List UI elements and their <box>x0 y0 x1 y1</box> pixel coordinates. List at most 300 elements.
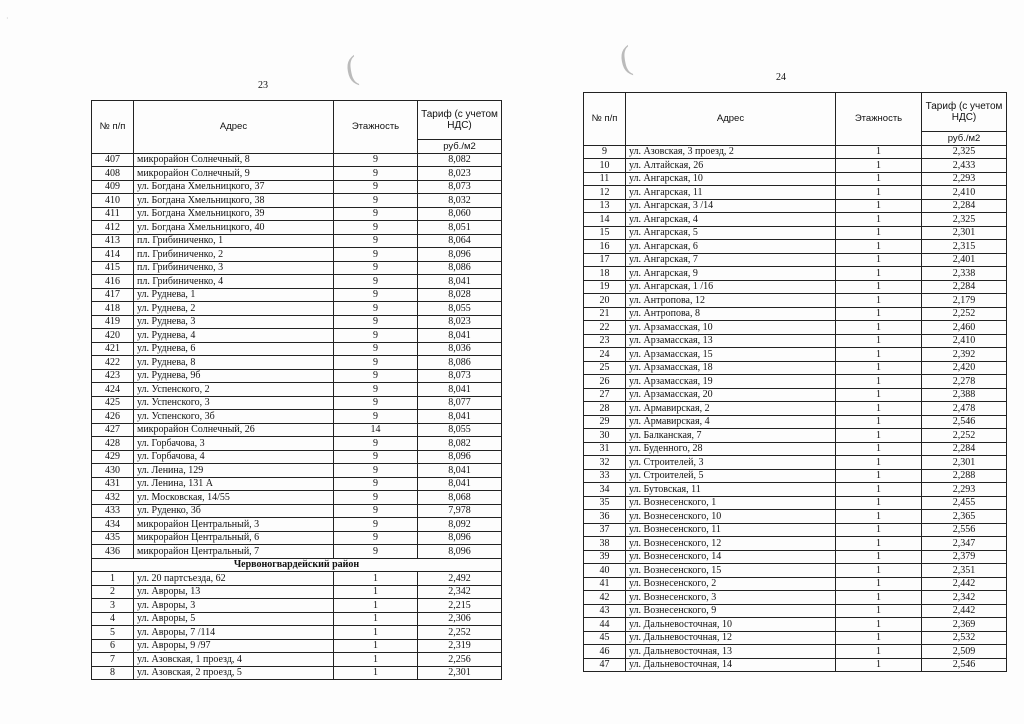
row-number: 6 <box>92 639 134 653</box>
row-address: ул. Ангарская, 4 <box>626 213 836 227</box>
row-address: пл. Грибиниченко, 2 <box>134 248 334 262</box>
row-number: 16 <box>584 240 626 254</box>
table-row <box>584 375 1007 389</box>
table-row <box>584 483 1007 497</box>
row-number: 415 <box>92 261 134 275</box>
row-number: 31 <box>584 442 626 456</box>
row-address: ул. Руднева, 3 <box>134 315 334 329</box>
row-address: ул. Арзамасская, 15 <box>626 348 836 362</box>
row-number: 408 <box>92 167 134 181</box>
row-number: 426 <box>92 410 134 424</box>
row-number: 420 <box>92 329 134 343</box>
tariff-table-left <box>91 100 502 680</box>
row-tariff: 8,077 <box>418 396 502 410</box>
row-address: ул. Дальневосточная, 13 <box>626 645 836 659</box>
row-number: 432 <box>92 491 134 505</box>
row-floors: 1 <box>836 159 922 173</box>
table-row <box>92 423 502 437</box>
table-row <box>92 504 502 518</box>
row-address: ул. Вознесенского, 3 <box>626 591 836 605</box>
row-tariff: 2,256 <box>418 653 502 667</box>
row-tariff: 8,082 <box>418 153 502 167</box>
table-row <box>584 469 1007 483</box>
row-tariff: 8,041 <box>418 329 502 343</box>
row-number: 41 <box>584 577 626 591</box>
row-floors: 1 <box>836 591 922 605</box>
row-floors: 1 <box>836 510 922 524</box>
row-floors: 9 <box>334 234 418 248</box>
row-floors: 1 <box>836 348 922 362</box>
row-tariff: 2,369 <box>922 618 1007 632</box>
header-unit: руб./м2 <box>922 132 1007 146</box>
row-tariff: 8,055 <box>418 302 502 316</box>
row-address: ул. Арзамасская, 19 <box>626 375 836 389</box>
row-tariff: 2,351 <box>922 564 1007 578</box>
row-floors: 1 <box>836 618 922 632</box>
row-tariff: 8,086 <box>418 356 502 370</box>
row-tariff: 8,073 <box>418 369 502 383</box>
table-row <box>92 261 502 275</box>
row-tariff: 2,347 <box>922 537 1007 551</box>
row-floors: 9 <box>334 194 418 208</box>
row-tariff: 2,401 <box>922 253 1007 267</box>
row-tariff: 8,082 <box>418 437 502 451</box>
header-unit: руб./м2 <box>418 140 502 154</box>
row-floors: 9 <box>334 153 418 167</box>
row-number: 24 <box>584 348 626 362</box>
row-number: 3 <box>92 599 134 613</box>
row-address: ул. Вознесенского, 14 <box>626 550 836 564</box>
row-floors: 1 <box>836 604 922 618</box>
table-row <box>92 369 502 383</box>
row-tariff: 2,478 <box>922 402 1007 416</box>
row-address: ул. Азовская, 3 проезд, 2 <box>626 145 836 159</box>
row-number: 38 <box>584 537 626 551</box>
header-num: № п/п <box>584 93 626 146</box>
district-title: Червоногвардейский район <box>92 558 502 572</box>
row-number: 413 <box>92 234 134 248</box>
table-row <box>584 361 1007 375</box>
row-tariff: 2,306 <box>418 612 502 626</box>
row-tariff: 8,036 <box>418 342 502 356</box>
row-address: ул. Армавирская, 4 <box>626 415 836 429</box>
row-floors: 1 <box>836 199 922 213</box>
row-address: ул. Ангарская, 7 <box>626 253 836 267</box>
row-floors: 1 <box>836 307 922 321</box>
row-address: ул. Богдана Хмельницкого, 37 <box>134 180 334 194</box>
row-address: ул. Армавирская, 2 <box>626 402 836 416</box>
row-floors: 9 <box>334 342 418 356</box>
row-floors: 9 <box>334 261 418 275</box>
table-row <box>584 307 1007 321</box>
row-tariff: 8,086 <box>418 261 502 275</box>
row-number: 428 <box>92 437 134 451</box>
row-number: 35 <box>584 496 626 510</box>
row-tariff: 8,064 <box>418 234 502 248</box>
scan-artifact: ( <box>616 39 635 78</box>
row-number: 12 <box>584 186 626 200</box>
row-tariff: 2,460 <box>922 321 1007 335</box>
row-tariff: 2,379 <box>922 550 1007 564</box>
row-address: ул. Ангарская, 3 /14 <box>626 199 836 213</box>
row-number: 30 <box>584 429 626 443</box>
row-address: пл. Грибиниченко, 4 <box>134 275 334 289</box>
row-tariff: 2,546 <box>922 415 1007 429</box>
row-address: ул. Авроры, 13 <box>134 585 334 599</box>
row-floors: 9 <box>334 248 418 262</box>
row-number: 21 <box>584 307 626 321</box>
row-floors: 9 <box>334 302 418 316</box>
row-number: 18 <box>584 267 626 281</box>
table-row <box>92 383 502 397</box>
row-address: пл. Грибиниченко, 1 <box>134 234 334 248</box>
row-number: 407 <box>92 153 134 167</box>
row-tariff: 2,342 <box>418 585 502 599</box>
row-tariff: 8,023 <box>418 167 502 181</box>
header-floors: Этажность <box>334 101 418 154</box>
table-row <box>92 491 502 505</box>
table-row <box>584 280 1007 294</box>
table-row <box>584 523 1007 537</box>
table-row <box>584 172 1007 186</box>
row-address: ул. Горбачова, 4 <box>134 450 334 464</box>
row-floors: 1 <box>836 334 922 348</box>
row-address: ул. Руденко, 3б <box>134 504 334 518</box>
row-number: 40 <box>584 564 626 578</box>
table-row <box>584 550 1007 564</box>
row-number: 8 <box>92 666 134 680</box>
table-row <box>92 639 502 653</box>
row-number: 42 <box>584 591 626 605</box>
row-number: 34 <box>584 483 626 497</box>
row-tariff: 2,301 <box>922 456 1007 470</box>
row-tariff: 2,455 <box>922 496 1007 510</box>
row-floors: 1 <box>334 585 418 599</box>
row-floors: 1 <box>836 537 922 551</box>
row-tariff: 2,365 <box>922 510 1007 524</box>
row-tariff: 8,055 <box>418 423 502 437</box>
row-number: 10 <box>584 159 626 173</box>
row-tariff: 8,096 <box>418 531 502 545</box>
row-address: ул. Антропова, 12 <box>626 294 836 308</box>
row-address: пл. Грибиниченко, 3 <box>134 261 334 275</box>
table-row <box>584 402 1007 416</box>
row-floors: 1 <box>836 321 922 335</box>
row-number: 418 <box>92 302 134 316</box>
table-row <box>584 537 1007 551</box>
row-number: 431 <box>92 477 134 491</box>
row-tariff: 2,252 <box>922 307 1007 321</box>
row-address: ул. Авроры, 5 <box>134 612 334 626</box>
row-floors: 9 <box>334 221 418 235</box>
row-tariff: 8,096 <box>418 248 502 262</box>
row-floors: 9 <box>334 491 418 505</box>
table-row <box>584 348 1007 362</box>
row-floors: 1 <box>836 429 922 443</box>
row-floors: 9 <box>334 531 418 545</box>
row-address: ул. Буденного, 28 <box>626 442 836 456</box>
row-floors: 9 <box>334 275 418 289</box>
row-tariff: 8,041 <box>418 464 502 478</box>
table-row <box>584 267 1007 281</box>
row-tariff: 2,420 <box>922 361 1007 375</box>
row-number: 410 <box>92 194 134 208</box>
table-row <box>584 159 1007 173</box>
row-address: ул. Алтайская, 26 <box>626 159 836 173</box>
row-floors: 9 <box>334 545 418 559</box>
header-address: Адрес <box>134 101 334 154</box>
row-number: 436 <box>92 545 134 559</box>
row-floors: 1 <box>836 645 922 659</box>
row-tariff: 2,492 <box>418 572 502 586</box>
row-floors: 9 <box>334 207 418 221</box>
row-tariff: 8,041 <box>418 383 502 397</box>
table-row <box>92 477 502 491</box>
table-row <box>584 577 1007 591</box>
row-tariff: 2,556 <box>922 523 1007 537</box>
table-row <box>92 207 502 221</box>
table-row <box>92 234 502 248</box>
row-floors: 1 <box>836 442 922 456</box>
row-address: ул. Ленина, 129 <box>134 464 334 478</box>
row-address: ул. Антропова, 8 <box>626 307 836 321</box>
row-address: микрорайон Центральный, 3 <box>134 518 334 532</box>
table-row <box>92 585 502 599</box>
row-tariff: 8,041 <box>418 275 502 289</box>
row-address: ул. Руднева, 6 <box>134 342 334 356</box>
row-number: 44 <box>584 618 626 632</box>
row-floors: 1 <box>836 631 922 645</box>
tariff-table-right <box>583 92 1007 672</box>
row-number: 37 <box>584 523 626 537</box>
row-number: 430 <box>92 464 134 478</box>
row-address: ул. Авроры, 7 /114 <box>134 626 334 640</box>
table-row <box>584 213 1007 227</box>
row-address: ул. Азовская, 1 проезд, 4 <box>134 653 334 667</box>
row-number: 423 <box>92 369 134 383</box>
row-floors: 1 <box>836 213 922 227</box>
row-address: ул. Ангарская, 9 <box>626 267 836 281</box>
row-address: ул. Дальневосточная, 12 <box>626 631 836 645</box>
row-address: ул. Горбачова, 3 <box>134 437 334 451</box>
row-tariff: 2,301 <box>922 226 1007 240</box>
page-number: 23 <box>258 80 268 91</box>
row-address: ул. Дальневосточная, 10 <box>626 618 836 632</box>
row-address: ул. Арзамасская, 13 <box>626 334 836 348</box>
row-number: 2 <box>92 585 134 599</box>
table-row <box>92 194 502 208</box>
row-tariff: 2,284 <box>922 199 1007 213</box>
table-row <box>92 410 502 424</box>
row-tariff: 8,068 <box>418 491 502 505</box>
row-address: ул. Вознесенского, 9 <box>626 604 836 618</box>
row-floors: 1 <box>836 240 922 254</box>
row-number: 421 <box>92 342 134 356</box>
row-address: ул. Арзамасская, 18 <box>626 361 836 375</box>
table-row <box>92 275 502 289</box>
row-tariff: 2,338 <box>922 267 1007 281</box>
row-floors: 1 <box>836 550 922 564</box>
row-tariff: 2,388 <box>922 388 1007 402</box>
row-tariff: 2,179 <box>922 294 1007 308</box>
row-address: ул. Ангарская, 11 <box>626 186 836 200</box>
row-tariff: 2,315 <box>922 240 1007 254</box>
row-tariff: 2,301 <box>418 666 502 680</box>
row-address: ул. Вознесенского, 15 <box>626 564 836 578</box>
table-row <box>92 518 502 532</box>
table-row <box>584 591 1007 605</box>
row-address: ул. Успенского, 3б <box>134 410 334 424</box>
row-number: 435 <box>92 531 134 545</box>
row-number: 27 <box>584 388 626 402</box>
row-address: ул. Руднева, 2 <box>134 302 334 316</box>
row-tariff: 8,073 <box>418 180 502 194</box>
table-row <box>584 658 1007 672</box>
row-floors: 1 <box>334 626 418 640</box>
row-number: 15 <box>584 226 626 240</box>
row-floors: 1 <box>836 172 922 186</box>
table-row <box>92 356 502 370</box>
row-address: ул. Богдана Хмельницкого, 39 <box>134 207 334 221</box>
row-floors: 1 <box>836 361 922 375</box>
table-row <box>92 626 502 640</box>
row-number: 13 <box>584 199 626 213</box>
row-floors: 9 <box>334 180 418 194</box>
row-floors: 1 <box>334 599 418 613</box>
row-floors: 9 <box>334 369 418 383</box>
row-floors: 9 <box>334 396 418 410</box>
row-floors: 1 <box>836 186 922 200</box>
row-number: 19 <box>584 280 626 294</box>
row-address: ул. 20 партсъезда, 62 <box>134 572 334 586</box>
row-number: 22 <box>584 321 626 335</box>
row-address: ул. Бутовская, 11 <box>626 483 836 497</box>
table-row <box>584 388 1007 402</box>
header-tariff: Тариф (с учетом НДС) <box>418 101 502 140</box>
row-tariff: 2,410 <box>922 334 1007 348</box>
table-row <box>584 240 1007 254</box>
row-floors: 9 <box>334 288 418 302</box>
row-number: 412 <box>92 221 134 235</box>
row-tariff: 8,032 <box>418 194 502 208</box>
row-tariff: 2,532 <box>922 631 1007 645</box>
row-number: 20 <box>584 294 626 308</box>
row-address: ул. Успенского, 3 <box>134 396 334 410</box>
row-number: 9 <box>584 145 626 159</box>
row-floors: 1 <box>836 280 922 294</box>
row-floors: 9 <box>334 437 418 451</box>
row-floors: 9 <box>334 315 418 329</box>
row-floors: 1 <box>836 564 922 578</box>
row-number: 424 <box>92 383 134 397</box>
row-address: ул. Ангарская, 6 <box>626 240 836 254</box>
row-address: ул. Вознесенского, 2 <box>626 577 836 591</box>
table-row <box>584 496 1007 510</box>
row-tariff: 2,509 <box>922 645 1007 659</box>
row-address: микрорайон Солнечный, 9 <box>134 167 334 181</box>
table-row <box>584 564 1007 578</box>
table-row <box>92 545 502 559</box>
row-number: 39 <box>584 550 626 564</box>
table-row <box>92 437 502 451</box>
row-address: микрорайон Солнечный, 8 <box>134 153 334 167</box>
table-row <box>92 572 502 586</box>
row-tariff: 2,342 <box>922 591 1007 605</box>
row-tariff: 8,041 <box>418 410 502 424</box>
row-floors: 1 <box>836 496 922 510</box>
row-floors: 1 <box>334 612 418 626</box>
row-floors: 1 <box>836 577 922 591</box>
table-row <box>92 180 502 194</box>
row-number: 7 <box>92 653 134 667</box>
row-number: 28 <box>584 402 626 416</box>
table-row <box>584 415 1007 429</box>
row-floors: 1 <box>836 483 922 497</box>
row-number: 36 <box>584 510 626 524</box>
row-address: ул. Авроры, 3 <box>134 599 334 613</box>
row-floors: 9 <box>334 464 418 478</box>
row-tariff: 2,293 <box>922 172 1007 186</box>
row-address: микрорайон Центральный, 6 <box>134 531 334 545</box>
table-row <box>92 396 502 410</box>
table-row <box>584 604 1007 618</box>
row-number: 14 <box>584 213 626 227</box>
table-row <box>92 612 502 626</box>
row-tariff: 2,288 <box>922 469 1007 483</box>
table-row <box>584 631 1007 645</box>
row-number: 46 <box>584 645 626 659</box>
row-floors: 1 <box>836 456 922 470</box>
table-row <box>92 302 502 316</box>
row-number: 33 <box>584 469 626 483</box>
table-row <box>584 226 1007 240</box>
row-floors: 9 <box>334 504 418 518</box>
row-tariff: 8,051 <box>418 221 502 235</box>
row-number: 425 <box>92 396 134 410</box>
row-floors: 1 <box>836 375 922 389</box>
table-row <box>92 653 502 667</box>
header-tariff: Тариф (с учетом НДС) <box>922 93 1007 132</box>
row-address: ул. Богдана Хмельницкого, 40 <box>134 221 334 235</box>
row-address: микрорайон Центральный, 7 <box>134 545 334 559</box>
row-tariff: 8,096 <box>418 450 502 464</box>
row-address: ул. Арзамасская, 20 <box>626 388 836 402</box>
table-row <box>584 442 1007 456</box>
row-tariff: 2,215 <box>418 599 502 613</box>
row-tariff: 2,293 <box>922 483 1007 497</box>
row-tariff: 8,041 <box>418 477 502 491</box>
row-number: 25 <box>584 361 626 375</box>
row-address: микрорайон Солнечный, 26 <box>134 423 334 437</box>
table-row <box>584 456 1007 470</box>
row-address: ул. Руднева, 8 <box>134 356 334 370</box>
table-row <box>92 599 502 613</box>
row-number: 411 <box>92 207 134 221</box>
row-address: ул. Азовская, 2 проезд, 5 <box>134 666 334 680</box>
row-number: 422 <box>92 356 134 370</box>
row-tariff: 2,546 <box>922 658 1007 672</box>
row-tariff: 2,252 <box>418 626 502 640</box>
row-floors: 9 <box>334 477 418 491</box>
row-floors: 9 <box>334 518 418 532</box>
row-address: ул. Богдана Хмельницкого, 38 <box>134 194 334 208</box>
row-floors: 1 <box>334 653 418 667</box>
table-row <box>92 329 502 343</box>
row-floors: 1 <box>836 469 922 483</box>
row-floors: 1 <box>836 267 922 281</box>
row-floors: 9 <box>334 329 418 343</box>
row-number: 419 <box>92 315 134 329</box>
